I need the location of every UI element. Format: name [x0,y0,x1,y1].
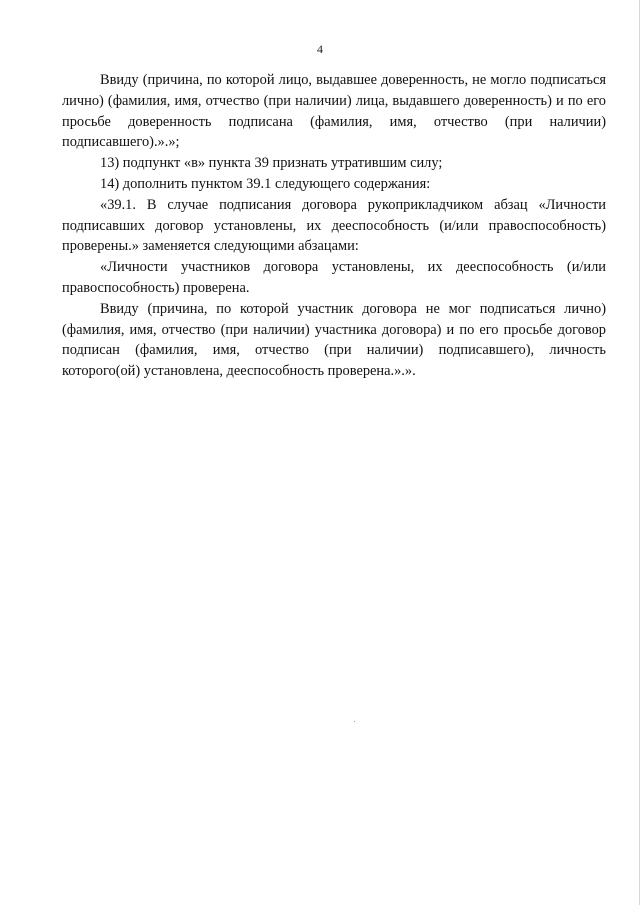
document-body [62,70,606,382]
paragraph-identities-verified: «Личности участников договора установлены, их дееспособность (и/или правоспособность) проверена. [62,259,606,296]
paragraph-signature-by-proxy: Ввиду (причина, по которой лицо, выдавшее доверенность, не могло подписаться лично) (фамилия, имя, отчество (при наличии) лица, выдавшего доверенность) и по его просьбе доверенность подписана (фамилия, имя, отчество (при наличии) подписавшего).».»; [62,72,606,151]
page-number: 4 [317,42,323,56]
paragraph-item-13: 13) подпункт «в» пункта 39 признать утратившим силу; [100,155,443,172]
paragraph-signature-by-assistant: Ввиду (причина, по которой участник договора не мог подписаться лично) (фамилия, имя, отчество (при наличии) участника договора) и по его просьбе договор подписан (фамилия, имя, отчество (при наличии) подписавшего), личность которого(ой) установлена, дееспособность проверена.».». [62,300,606,380]
scan-speck [354,721,355,722]
paragraph-item-14: 14) дополнить пунктом 39.1 следующего содержания: [100,175,431,192]
paragraph-clause-39-1: «39.1. В случае подписания договора рукоприкладчиком абзац «Личности подписавших договор установлены, их дееспособность (и/или правоспособность) проверены.» заменяется следующими абзацами: [62,196,606,255]
